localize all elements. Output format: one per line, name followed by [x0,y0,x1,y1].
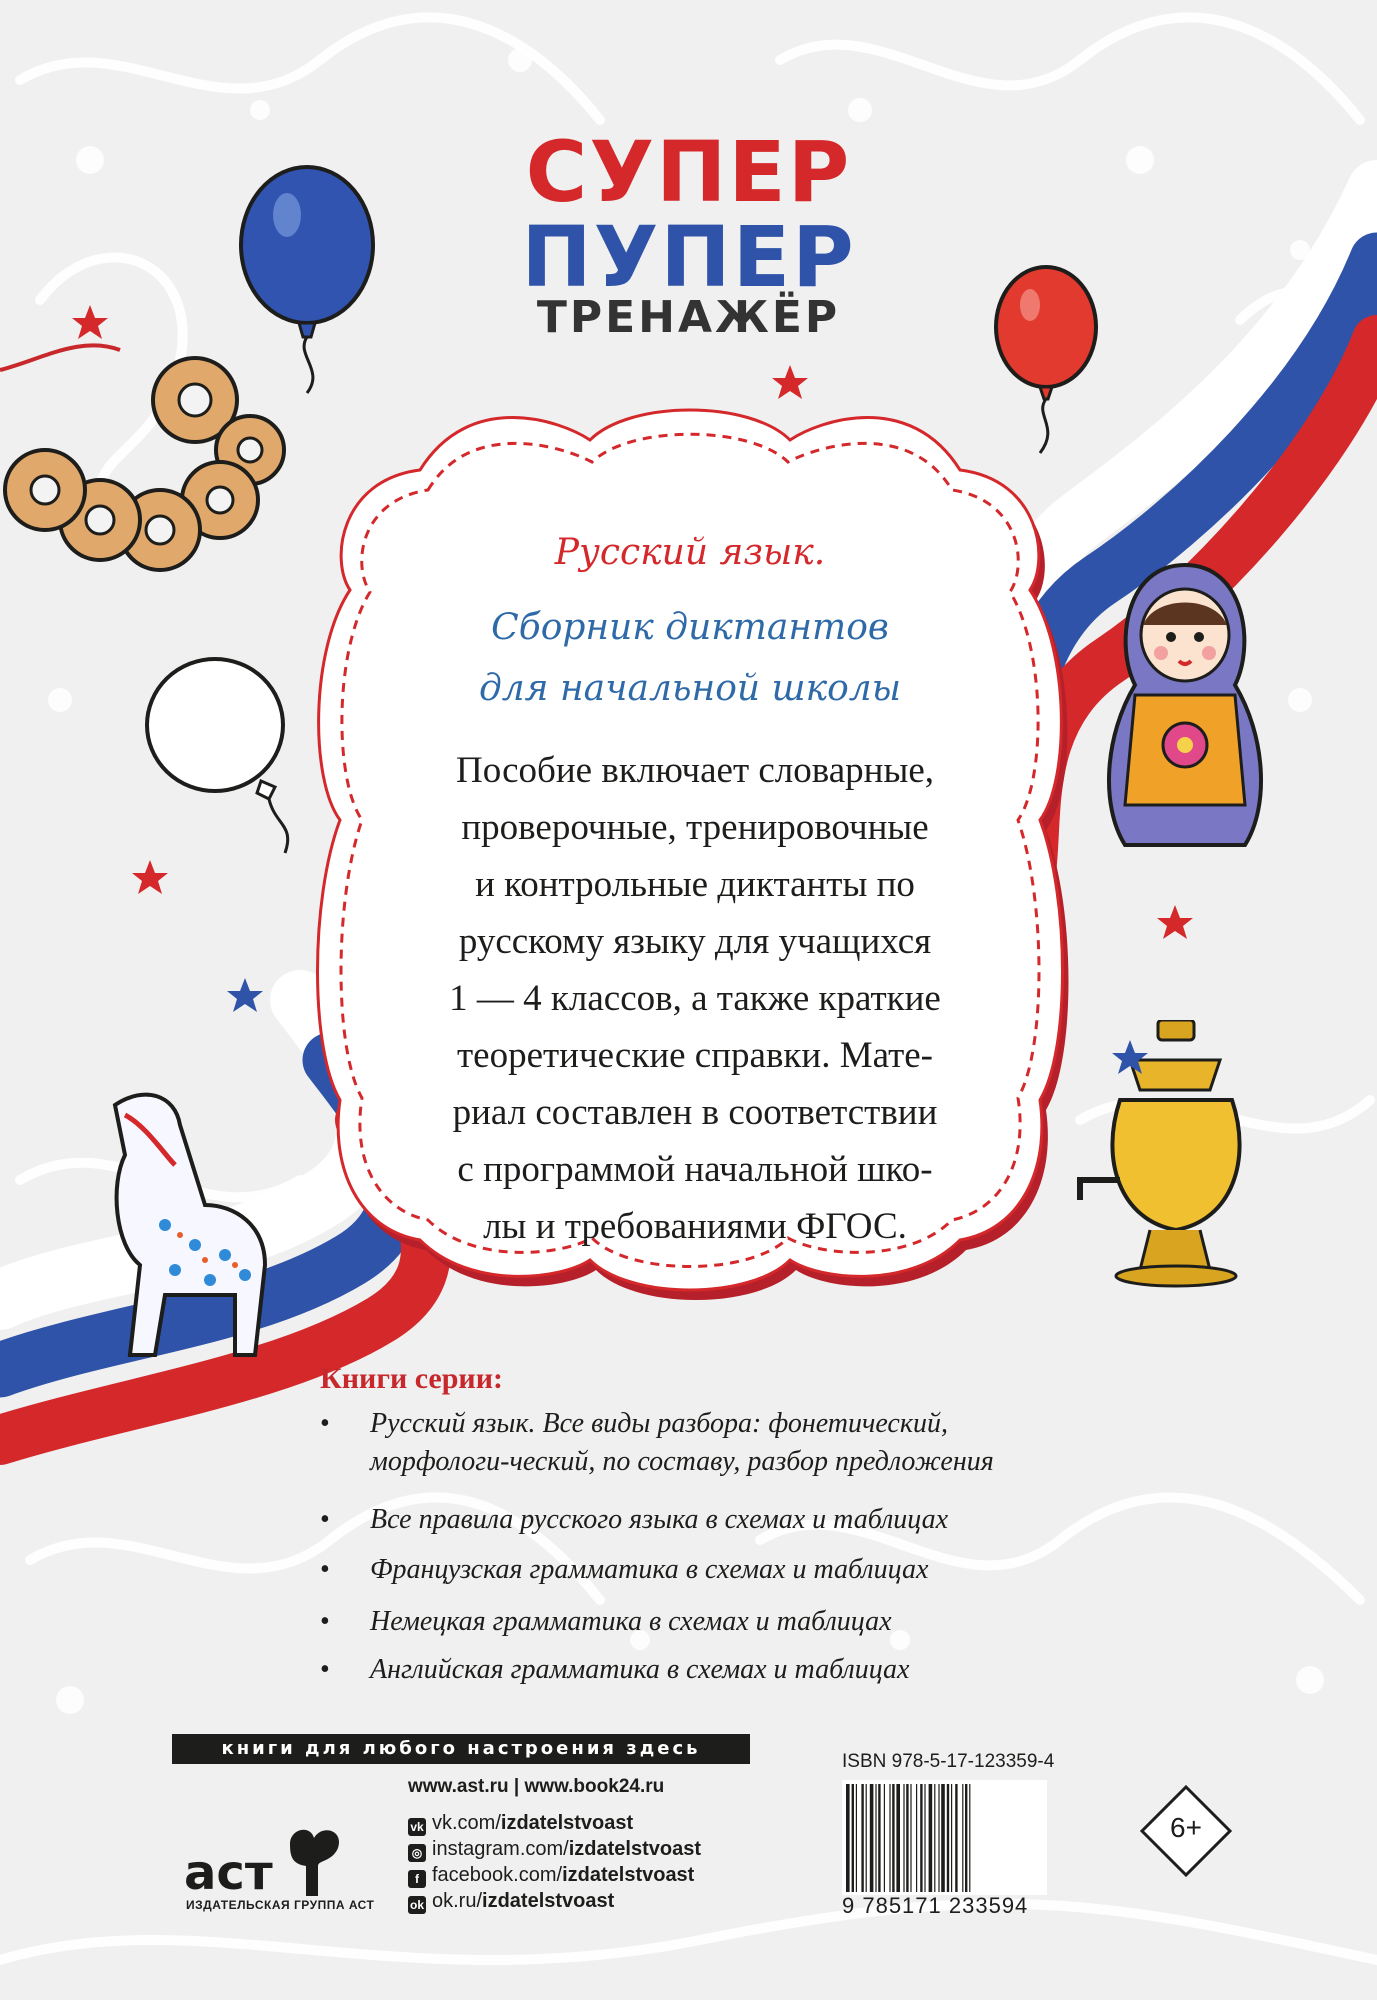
barcode-bar [929,1784,933,1892]
facebook-icon: f [408,1870,426,1888]
bullet-icon: • [320,1554,330,1585]
description-line: лы и требованиями ФГОС. [483,1206,907,1247]
barcode-bar [965,1784,967,1892]
social-handle: izdatelstvoast [568,1838,701,1860]
isbn-number: ISBN 978-5-17-123359-4 [842,1751,1055,1772]
instagram-icon: ◎ [408,1844,426,1862]
social-link-vk[interactable] [408,1810,768,1836]
barcode-bar [941,1784,945,1892]
description-line: и контрольные диктанты по [475,864,915,905]
book-title-line-1: Русский язык. [554,532,826,573]
barcode-bar [856,1784,857,1892]
publisher-caption: ИЗДАТЕЛЬСКАЯ ГРУППА АСТ [186,1898,375,1912]
bullet-icon: • [320,1504,330,1535]
barcode-bar [906,1784,908,1892]
social-link-odnoklassniki[interactable] [408,1888,768,1914]
social-prefix: vk.com/ [432,1812,501,1834]
description-line: русскому языку для учащихся [458,921,932,962]
series-book-title: Французская грамматика в схемах и таблицах [370,1554,929,1585]
odnoklassniki-icon: ok [409,1898,424,1912]
barcode-bar [852,1784,854,1892]
barcode-bar [896,1784,900,1892]
barcode-bar [947,1784,949,1892]
bullet-icon: • [320,1606,330,1637]
tagline-banner: книги для любого настроения здесь [172,1734,750,1764]
barcode-bar [951,1784,952,1892]
description-line: с программой начальной шко- [457,1149,933,1190]
series-brand-line-2: ПУПЕР [521,208,856,306]
ast-logo-text: аст [184,1845,273,1901]
bullet-icon: • [320,1408,330,1439]
series-book-title: Немецкая грамматика в схемах и таблицах [370,1606,892,1637]
social-link-facebook[interactable] [408,1862,768,1888]
bullet-icon: • [320,1654,330,1685]
description-line: Пособие включает словарные, [455,750,934,791]
barcode-bar [870,1784,874,1892]
social-prefix: ok.ru/ [432,1890,483,1912]
description-line: риал составлен в соответствии [452,1092,938,1133]
series-book-title: Русский язык. Все виды разбора: фонетический, морфологи-ческий, по составу, разбор предложения [370,1408,994,1477]
series-book-title: Английская грамматика в схемах и таблицах [370,1654,910,1685]
barcode-bar [920,1784,922,1892]
barcode-bar [866,1784,867,1892]
book-title-line-2: Сборник диктантов [491,607,889,648]
barcode-bar [962,1784,963,1892]
barcode-bar [889,1784,890,1892]
barcode-bar [924,1784,925,1892]
book-description [365,742,1025,1255]
website-links[interactable]: www.ast.ru | www.book24.ru [408,1776,665,1797]
vk-icon: vk [408,1818,426,1836]
social-handle: izdatelstvoast [562,1864,695,1886]
social-handle: izdatelstvoast [500,1812,634,1834]
barcode-digits: 9 785171 233594 [842,1893,1029,1918]
series-list-title: Книги серии: [320,1362,503,1395]
series-brand-line-3: ТРЕНАЖЁР [536,292,841,343]
barcode-bar [916,1784,917,1892]
social-link-instagram[interactable] [408,1836,768,1862]
barcode-bar [875,1784,876,1892]
barcode-bar [934,1784,935,1892]
social-prefix: facebook.com/ [432,1864,563,1886]
barcode-bar [903,1784,904,1892]
barcode-image [842,1780,1047,1895]
barcode-bar [884,1784,885,1892]
barcode-bar [878,1784,880,1892]
description-line: 1 — 4 классов, а также краткие [449,978,941,1019]
series-brand-line-1: СУПЕР [525,123,852,221]
description-line: проверочные, тренировочные [461,807,929,848]
book-title-line-3: для начальной школы [478,668,902,709]
barcode-bar [969,1784,970,1892]
description-line: теоретические справки. Мате- [457,1035,933,1076]
social-handle: izdatelstvoast [482,1890,615,1912]
barcode-bar [846,1784,850,1892]
social-prefix: instagram.com/ [432,1838,569,1860]
age-rating-label: 6+ [1170,1812,1202,1843]
series-book-title: Все правила русского языка в схемах и таблицах [370,1504,949,1535]
barcode-bar [910,1784,911,1892]
barcode-bar [955,1784,957,1892]
barcode-bar [938,1784,939,1892]
barcode-bar [892,1784,894,1892]
barcode-bar [861,1784,863,1892]
